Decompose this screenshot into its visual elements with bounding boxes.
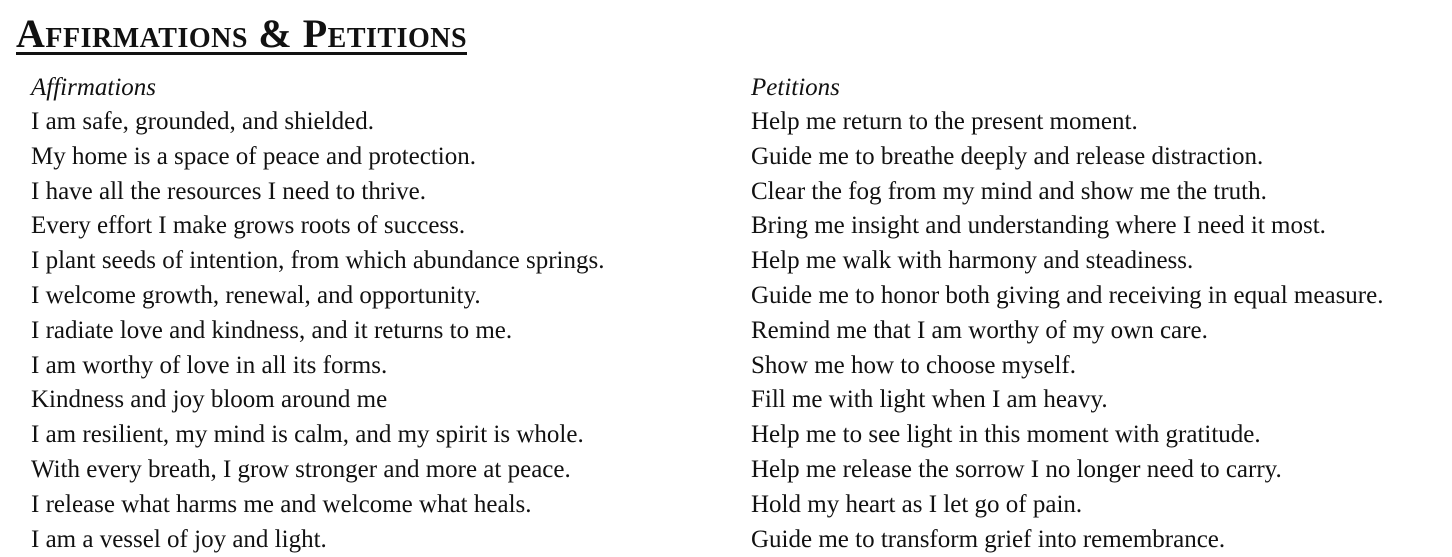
petition-line: Guide me to breathe deeply and release distraction. [751,142,1264,170]
affirmations-heading: Affirmations [31,74,157,101]
petition-line: Help me walk with harmony and steadiness. [751,247,1194,275]
affirmation-line: I am a vessel of joy and light. [31,525,327,553]
affirmation-line: I welcome growth, renewal, and opportunity. [31,281,481,309]
affirmation-line: Every effort I make grows roots of success. [31,212,466,240]
petition-line: Remind me that I am worthy of my own care. [751,316,1208,344]
petition-line: Bring me insight and understanding where I need it most. [751,212,1326,240]
affirmation-line: Kindness and joy bloom around me [31,386,388,414]
affirmation-line: I have all the resources I need to thrive. [31,177,426,205]
page-title: Affirmations & Petitions [16,8,467,55]
petitions-heading: Petitions [751,74,840,101]
petition-line: Show me how to choose myself. [751,351,1076,379]
petition-line: Hold my heart as I let go of pain. [751,490,1083,518]
affirmation-line: I am resilient, my mind is calm, and my spirit is whole. [31,421,584,449]
affirmation-line: I release what harms me and welcome what heals. [31,490,532,518]
affirmation-line: I am worthy of love in all its forms. [31,351,388,379]
affirmation-line: I radiate love and kindness, and it returns to me. [31,316,513,344]
petition-line: Help me release the sorrow I no longer need to carry. [751,455,1282,483]
affirmations-column [31,70,604,557]
affirmation-line: My home is a space of peace and protection. [31,142,476,170]
petition-line: Guide me to honor both giving and receiving in equal measure. [751,281,1384,309]
petition-line: Guide me to transform grief into remembrance. [751,525,1226,553]
petition-line: Help me to see light in this moment with gratitude. [751,421,1261,449]
affirmation-line: With every breath, I grow stronger and more at peace. [31,455,571,483]
petition-line: Help me return to the present moment. [751,108,1138,135]
petition-line: Clear the fog from my mind and show me the truth. [751,177,1267,205]
petition-line: Fill me with light when I am heavy. [751,386,1108,414]
affirmation-line: I am safe, grounded, and shielded. [31,108,374,135]
affirmation-line: I plant seeds of intention, from which abundance springs. [31,247,605,275]
petitions-column [751,70,1383,557]
